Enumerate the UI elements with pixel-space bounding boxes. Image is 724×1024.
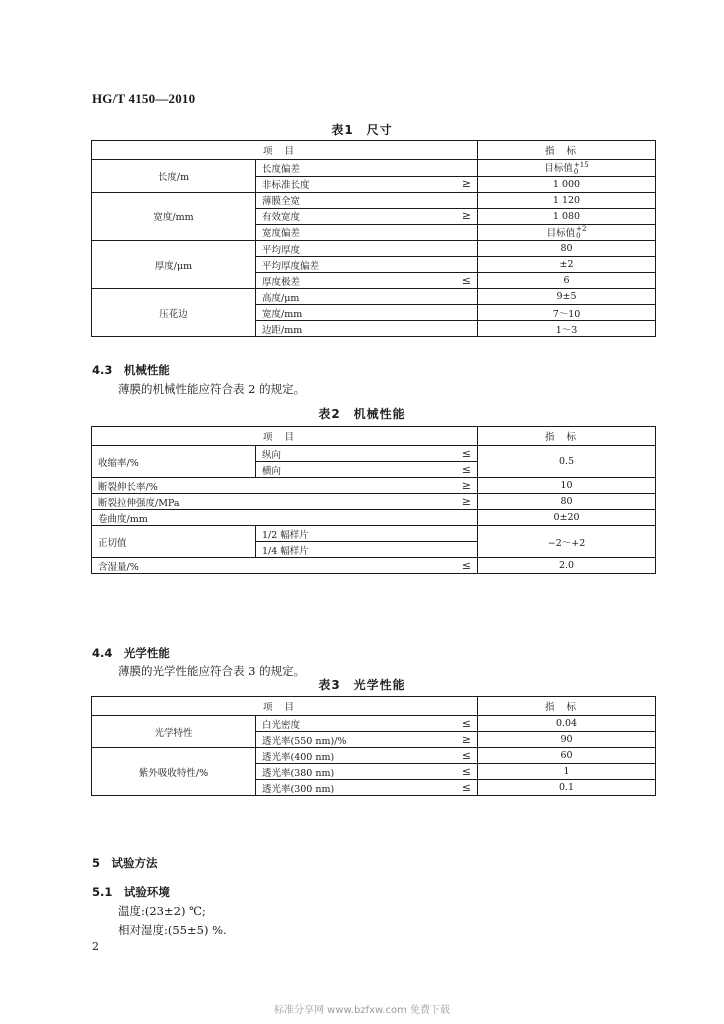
table2-head-index: 指标: [478, 427, 656, 446]
row-name: 平均厚度: [256, 241, 478, 257]
table3-caption: 表3 光学性能: [318, 678, 406, 692]
group-label: 宽度/mm: [92, 192, 256, 241]
table2-caption: 表2 机械性能: [318, 407, 406, 421]
group-label: 厚度/μm: [92, 241, 256, 289]
row-name: 平均厚度偏差: [256, 257, 478, 273]
row-value: 目标值+15 0: [478, 160, 656, 177]
row-value: 60: [478, 748, 656, 764]
section-4-3-title: 4.3 机械性能: [92, 363, 170, 377]
watermark-text: 标准分享网 www.bzfxw.com 免费下载: [274, 1005, 450, 1016]
table1-head-index: 指标: [478, 141, 656, 160]
row-value: 1 080: [478, 208, 656, 224]
row-name: 断裂伸长率/% ≥: [92, 478, 478, 494]
row-value: 10: [478, 478, 656, 494]
group-label: 压花边: [92, 289, 256, 337]
row-value: 0.5: [478, 446, 656, 478]
table3-head-item: 项目: [92, 697, 478, 716]
row-name: 长度偏差: [256, 160, 478, 177]
env-humidity: 相对湿度:(55±5) %.: [118, 923, 227, 937]
row-value: 80: [478, 494, 656, 510]
row-value: 80: [478, 241, 656, 257]
row-value: 0.1: [478, 780, 656, 796]
row-value: 6: [478, 273, 656, 289]
table-optical: [91, 696, 656, 796]
row-value: −2～+2: [478, 526, 656, 558]
row-name: 厚度极差 ≤: [256, 273, 478, 289]
table1-head-item: 项目: [92, 141, 478, 160]
section-4-4-title: 4.4 光学性能: [92, 646, 170, 660]
row-name: 断裂拉伸强度/MPa ≥: [92, 494, 478, 510]
group-label: 紫外吸收特性/%: [92, 748, 256, 796]
row-value: 目标值+2 0: [478, 224, 656, 241]
table-dimensions: [91, 140, 656, 337]
row-name: 透光率(400 nm) ≤: [256, 748, 478, 764]
section-4-4-text: 薄膜的光学性能应符合表 3 的规定。: [118, 664, 306, 678]
tangent-label: 正切值: [92, 526, 256, 558]
row-value: 0±20: [478, 510, 656, 526]
section-5-1-title: 5.1 试验环境: [92, 885, 170, 899]
row-name: 透光率(380 nm) ≤: [256, 764, 478, 780]
row-name: 纵向 ≤: [256, 446, 478, 462]
group-label: 光学特性: [92, 716, 256, 748]
group-label: 长度/m: [92, 160, 256, 193]
row-name: 透光率(550 nm)/% ≥: [256, 732, 478, 748]
row-name: 薄膜全宽: [256, 192, 478, 208]
row-value: 1: [478, 764, 656, 780]
row-name: 横向 ≤: [256, 462, 478, 478]
row-value: 2.0: [478, 558, 656, 574]
row-value: 7～10: [478, 305, 656, 321]
row-name: 含湿量/% ≤: [92, 558, 478, 574]
row-name: 1/2 幅样片: [256, 526, 478, 542]
row-name: 高度/μm: [256, 289, 478, 305]
row-name: 透光率(300 nm) ≤: [256, 780, 478, 796]
shrinkage-label: 收缩率/%: [92, 446, 256, 478]
row-value: 1～3: [478, 321, 656, 337]
standard-code: HG/T 4150—2010: [92, 91, 196, 106]
row-name: 非标准长度 ≥: [256, 176, 478, 192]
row-name: 宽度/mm: [256, 305, 478, 321]
section-4-3-text: 薄膜的机械性能应符合表 2 的规定。: [118, 382, 306, 396]
table-mechanical: [91, 426, 656, 574]
row-value: 1 000: [478, 176, 656, 192]
section-5-title: 5 试验方法: [92, 856, 158, 870]
row-name: 边距/mm: [256, 321, 478, 337]
row-name: 卷曲度/mm: [92, 510, 478, 526]
row-value: 0.04: [478, 716, 656, 732]
table2-head-item: 项目: [92, 427, 478, 446]
row-name: 白光密度 ≤: [256, 716, 478, 732]
row-name: 1/4 幅样片: [256, 542, 478, 558]
row-value: 1 120: [478, 192, 656, 208]
row-value: 9±5: [478, 289, 656, 305]
env-temperature: 温度:(23±2) ℃;: [118, 904, 206, 918]
page-number: 2: [92, 940, 99, 953]
row-name: 有效宽度 ≥: [256, 208, 478, 224]
row-value: 90: [478, 732, 656, 748]
row-name: 宽度偏差: [256, 224, 478, 241]
table1-caption: 表1 尺寸: [331, 123, 393, 137]
row-value: ±2: [478, 257, 656, 273]
table3-head-index: 指标: [478, 697, 656, 716]
